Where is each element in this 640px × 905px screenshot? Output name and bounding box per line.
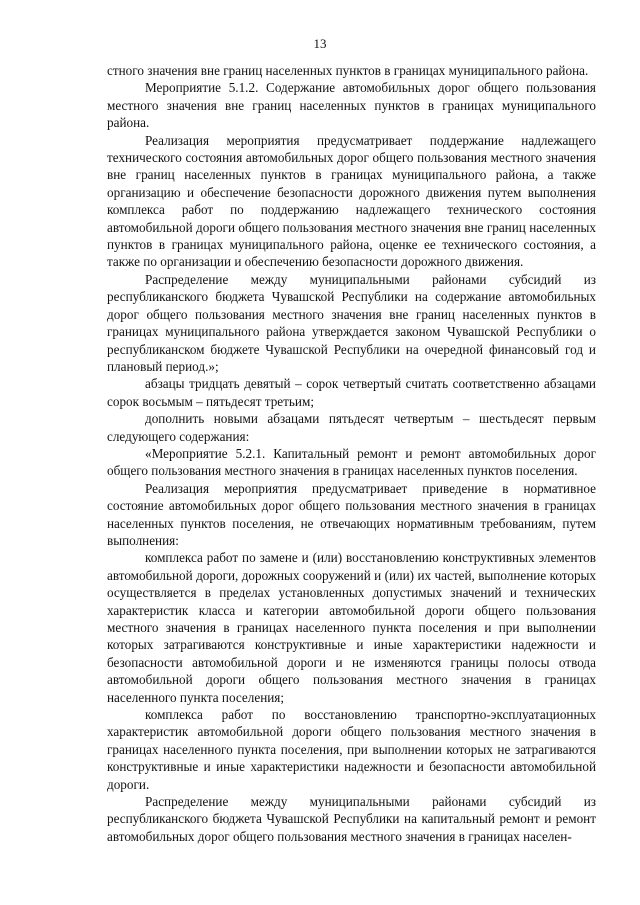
paragraph-measure-5-1-2-description: Реализация мероприятия предусматривает поддержание надлежащего технического состояния автомобильных дорог общего пользования местного значения вне границ населенных пунктов в границах муниципального района, а также организацию и обеспечение безопасности дорожного движения путем выполнения комплекса работ по поддержанию надлежащего технического состояния автомобильной дороги общего пользования местного значения вне границ населенных пунктов в границах муниципального района, оценке ее технического состояния, а также по организации и обеспечению безопасности дорожного движения.: [107, 132, 596, 270]
paragraph-works-replacement: комплекса работ по замене и (или) восстановлению конструктивных элементов автомобильной дороги, дорожных сооружений и (или) их частей, выполнение которых осуществляется в пределах установленных допустимых значений и технических характеристик класса и категории автомобильной дороги общего пользования местного значения в границах населенного пункта поселения и при выполнении которых затрагиваются конструктивные и иные характеристики надежности и безопасности автомобильной дороги и не изменяются границы полосы отвода автомобильной дороги общего пользования местного значения в границах населенного пункта поселения;: [107, 550, 596, 705]
paragraph-subsidy-distribution-maintenance: Распределение между муниципальными районами субсидий из республиканского бюджета Чувашской Республики на содержание автомобильных дорог общего пользования местного значения вне границ населенных пунктов в границах муниципального района утверждается законом Чувашской Республики о республиканском бюджете Чувашской Республики на очередной финансовый год и плановый период.»;: [107, 271, 596, 374]
body-text: [107, 62, 596, 845]
paragraph-renumbering: абзацы тридцать девятый – сорок четвертый считать соответственно абзацами сорок восьмым – пятьдесят третьим;: [107, 376, 596, 409]
page-number: 13: [313, 36, 327, 51]
paragraph-measure-5-2-1-description: Реализация мероприятия предусматривает приведение в нормативное состояние автомобильных дорог общего пользования местного значения в границах населенных пунктов поселения, не отвечающих нормативным требованиям, путем выполнения:: [107, 480, 596, 548]
paragraph-measure-5-2-1-heading: «Мероприятие 5.2.1. Капитальный ремонт и ремонт автомобильных дорог общего пользования местного значения в границах населенных пунктов поселения.: [107, 445, 596, 479]
paragraph-works-restoration: комплекса работ по восстановлению транспортно-эксплуатационных характеристик автомобильной дороги общего пользования местного значения в границах населенного пункта поселения, при выполнении которых не затрагиваются конструктивные и иные характеристики надежности и безопасности автомобильной дороги.: [107, 707, 596, 792]
paragraph-continuation: стного значения вне границ населенных пунктов в границах муниципального района.: [107, 63, 589, 78]
paragraph-subsidy-distribution-repair: Распределение между муниципальными районами субсидий из республиканского бюджета Чувашской Республики на капитальный ремонт и ремонт автомобильных дорог общего пользования местного значения в границах населен-: [107, 794, 596, 844]
paragraph-measure-5-1-2-heading: Мероприятие 5.1.2. Содержание автомобильных дорог общего пользования местного значения вне границ населенных пунктов в границах муниципального района.: [107, 80, 596, 131]
paragraph-add-new: дополнить новыми абзацами пятьдесят четвертым – шестьдесят первым следующего содержания:: [107, 411, 596, 444]
